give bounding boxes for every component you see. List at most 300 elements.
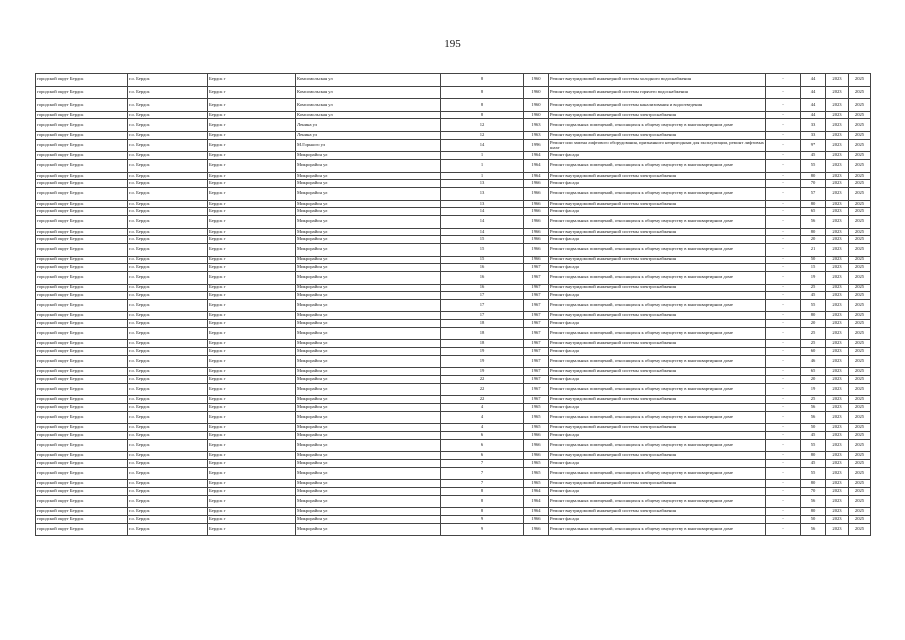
cell-year: 1963 bbox=[524, 132, 549, 140]
cell-year-start: 2023 bbox=[826, 320, 849, 328]
cell-street: Комсомольская ул bbox=[296, 86, 441, 99]
cell-municipality: городской округ Бердск bbox=[36, 200, 128, 208]
cell-street: Микрорайон ул bbox=[296, 432, 441, 440]
table-row bbox=[36, 152, 871, 160]
cell-year-end: 2025 bbox=[849, 348, 871, 356]
cell-year-start: 2023 bbox=[826, 368, 849, 376]
cell-city: Бердск г bbox=[208, 74, 296, 87]
cell-house: 8 bbox=[441, 86, 524, 99]
cell-settlement: г.о. Бердск bbox=[128, 200, 208, 208]
cell-street: Комсомольская ул bbox=[296, 111, 441, 119]
cell-settlement: г.о. Бердск bbox=[128, 320, 208, 328]
cell-city: Бердск г bbox=[208, 368, 296, 376]
cell-municipality: городской округ Бердск bbox=[36, 208, 128, 216]
cell-work-type: Ремонт фасада bbox=[549, 404, 766, 412]
cell-year: 1967 bbox=[524, 264, 549, 272]
cell-settlement: г.о. Бердск bbox=[128, 523, 208, 536]
cell-house: 16 bbox=[441, 284, 524, 292]
table-row bbox=[36, 515, 871, 523]
cell-municipality: городской округ Бердск bbox=[36, 424, 128, 432]
cell-work-type: Ремонт внутридомовой инженерной системы электроснабжения bbox=[549, 256, 766, 264]
cell-city: Бердск г bbox=[208, 284, 296, 292]
cell-work-type: Ремонт фасада bbox=[549, 487, 766, 495]
cell-year: 1967 bbox=[524, 355, 549, 368]
cell-settlement: г.о. Бердск bbox=[128, 312, 208, 320]
cell-year: 1967 bbox=[524, 284, 549, 292]
cell-term: 25 bbox=[801, 340, 826, 348]
cell-year: 1964 bbox=[524, 487, 549, 495]
cell-dash: - bbox=[766, 139, 801, 152]
cell-municipality: городской округ Бердск bbox=[36, 292, 128, 300]
cell-year-end: 2025 bbox=[849, 424, 871, 432]
cell-city: Бердск г bbox=[208, 467, 296, 480]
cell-year-start: 2023 bbox=[826, 460, 849, 468]
cell-municipality: городской округ Бердск bbox=[36, 264, 128, 272]
cell-year-end: 2025 bbox=[849, 208, 871, 216]
cell-year-end: 2025 bbox=[849, 256, 871, 264]
cell-settlement: г.о. Бердск bbox=[128, 228, 208, 236]
cell-year: 1967 bbox=[524, 348, 549, 356]
cell-year-start: 2023 bbox=[826, 180, 849, 188]
cell-year-end: 2025 bbox=[849, 376, 871, 384]
cell-work-type: Ремонт фасада bbox=[549, 348, 766, 356]
cell-work-type: Ремонт внутридомовой инженерной системы электроснабжения bbox=[549, 340, 766, 348]
cell-municipality: городской округ Бердск bbox=[36, 299, 128, 312]
cell-work-type: Ремонт внутридомовой инженерной системы электроснабжения bbox=[549, 508, 766, 516]
cell-year-end: 2025 bbox=[849, 264, 871, 272]
cell-dash: - bbox=[766, 480, 801, 488]
cell-work-type: Ремонт внутридомовой инженерной системы электроснабжения bbox=[549, 312, 766, 320]
cell-city: Бердск г bbox=[208, 523, 296, 536]
cell-year-end: 2025 bbox=[849, 411, 871, 424]
cell-street: Микрорайон ул bbox=[296, 460, 441, 468]
cell-work-type: Ремонт подвальных помещений, относящихся к общему имуществу в многоквартирном доме bbox=[549, 439, 766, 452]
cell-year-end: 2025 bbox=[849, 480, 871, 488]
table-row bbox=[36, 99, 871, 112]
cell-year: 1960 bbox=[524, 99, 549, 112]
cell-settlement: г.о. Бердск bbox=[128, 172, 208, 180]
table-row bbox=[36, 160, 871, 173]
cell-dash: - bbox=[766, 99, 801, 112]
cell-municipality: городской округ Бердск bbox=[36, 256, 128, 264]
cell-work-type: Ремонт внутридомовой инженерной системы электроснабжения bbox=[549, 368, 766, 376]
cell-year-end: 2025 bbox=[849, 236, 871, 244]
cell-municipality: городской округ Бердск bbox=[36, 132, 128, 140]
cell-year-start: 2023 bbox=[826, 188, 849, 201]
cell-dash: - bbox=[766, 200, 801, 208]
cell-street: Ленина ул bbox=[296, 119, 441, 132]
cell-dash: - bbox=[766, 432, 801, 440]
cell-city: Бердск г bbox=[208, 160, 296, 173]
cell-work-type: Ремонт подвальных помещений, относящихся к общему имуществу в многоквартирном доме bbox=[549, 243, 766, 256]
cell-municipality: городской округ Бердск bbox=[36, 111, 128, 119]
cell-year-start: 2023 bbox=[826, 467, 849, 480]
cell-year-start: 2023 bbox=[826, 348, 849, 356]
cell-house: 18 bbox=[441, 340, 524, 348]
cell-house: 16 bbox=[441, 264, 524, 272]
cell-city: Бердск г bbox=[208, 132, 296, 140]
cell-settlement: г.о. Бердск bbox=[128, 355, 208, 368]
cell-term: 15 bbox=[801, 264, 826, 272]
cell-settlement: г.о. Бердск bbox=[128, 368, 208, 376]
cell-term: 56 bbox=[801, 523, 826, 536]
cell-municipality: городской округ Бердск bbox=[36, 348, 128, 356]
cell-year-end: 2025 bbox=[849, 215, 871, 228]
cell-year-start: 2023 bbox=[826, 243, 849, 256]
cell-term: 65 bbox=[801, 368, 826, 376]
cell-city: Бердск г bbox=[208, 439, 296, 452]
table-row bbox=[36, 119, 871, 132]
cell-year-end: 2025 bbox=[849, 320, 871, 328]
cell-house: 8 bbox=[441, 74, 524, 87]
cell-house: 1 bbox=[441, 152, 524, 160]
cell-municipality: городской округ Бердск bbox=[36, 495, 128, 508]
cell-year: 1966 bbox=[524, 215, 549, 228]
cell-work-type: Ремонт внутридомовой инженерной системы электроснабжения bbox=[549, 284, 766, 292]
cell-year-start: 2023 bbox=[826, 495, 849, 508]
cell-settlement: г.о. Бердск bbox=[128, 292, 208, 300]
cell-work-type: Ремонт внутридомовой инженерной системы электроснабжения bbox=[549, 132, 766, 140]
cell-term: 80 bbox=[801, 452, 826, 460]
cell-year-end: 2025 bbox=[849, 312, 871, 320]
cell-term: 50 bbox=[801, 515, 826, 523]
cell-term: 20 bbox=[801, 236, 826, 244]
cell-street: М.Горького ул bbox=[296, 139, 441, 152]
cell-dash: - bbox=[766, 119, 801, 132]
cell-street: Микрорайон ул bbox=[296, 215, 441, 228]
cell-year-end: 2025 bbox=[849, 432, 871, 440]
cell-municipality: городской округ Бердск bbox=[36, 383, 128, 396]
cell-dash: - bbox=[766, 376, 801, 384]
cell-municipality: городской округ Бердск bbox=[36, 243, 128, 256]
cell-house: 16 bbox=[441, 271, 524, 284]
cell-municipality: городской округ Бердск bbox=[36, 467, 128, 480]
cell-street: Микрорайон ул bbox=[296, 523, 441, 536]
cell-year: 1966 bbox=[524, 208, 549, 216]
cell-municipality: городской округ Бердск bbox=[36, 480, 128, 488]
cell-term: 19 bbox=[801, 383, 826, 396]
table-row bbox=[36, 432, 871, 440]
cell-city: Бердск г bbox=[208, 376, 296, 384]
cell-year-end: 2025 bbox=[849, 508, 871, 516]
cell-year: 1966 bbox=[524, 236, 549, 244]
cell-year-end: 2025 bbox=[849, 368, 871, 376]
cell-municipality: городской округ Бердск bbox=[36, 452, 128, 460]
cell-street: Микрорайон ул bbox=[296, 152, 441, 160]
cell-year-start: 2023 bbox=[826, 312, 849, 320]
cell-year: 1967 bbox=[524, 271, 549, 284]
table-row bbox=[36, 396, 871, 404]
cell-year-end: 2025 bbox=[849, 452, 871, 460]
table-row bbox=[36, 340, 871, 348]
page-number: 195 bbox=[444, 38, 461, 50]
cell-year-start: 2023 bbox=[826, 432, 849, 440]
cell-settlement: г.о. Бердск bbox=[128, 99, 208, 112]
cell-city: Бердск г bbox=[208, 348, 296, 356]
table-row bbox=[36, 256, 871, 264]
cell-year-end: 2025 bbox=[849, 200, 871, 208]
cell-year: 1964 bbox=[524, 508, 549, 516]
cell-dash: - bbox=[766, 74, 801, 87]
cell-house: 7 bbox=[441, 480, 524, 488]
cell-house: 15 bbox=[441, 243, 524, 256]
table-row bbox=[36, 404, 871, 412]
cell-street: Микрорайон ул bbox=[296, 284, 441, 292]
cell-year: 1967 bbox=[524, 327, 549, 340]
cell-municipality: городской округ Бердск bbox=[36, 160, 128, 173]
cell-city: Бердск г bbox=[208, 188, 296, 201]
table-row bbox=[36, 208, 871, 216]
cell-term: 80 bbox=[801, 200, 826, 208]
cell-street: Микрорайон ул bbox=[296, 487, 441, 495]
cell-street: Микрорайон ул bbox=[296, 340, 441, 348]
cell-municipality: городской округ Бердск bbox=[36, 139, 128, 152]
cell-house: 17 bbox=[441, 299, 524, 312]
cell-city: Бердск г bbox=[208, 432, 296, 440]
cell-work-type: Ремонт подвальных помещений, относящихся к общему имуществу в многоквартирном доме bbox=[549, 215, 766, 228]
cell-city: Бердск г bbox=[208, 327, 296, 340]
cell-city: Бердск г bbox=[208, 460, 296, 468]
cell-municipality: городской округ Бердск bbox=[36, 523, 128, 536]
cell-street: Микрорайон ул bbox=[296, 467, 441, 480]
cell-municipality: городской округ Бердск bbox=[36, 396, 128, 404]
cell-dash: - bbox=[766, 188, 801, 201]
cell-year: 1966 bbox=[524, 180, 549, 188]
table-row bbox=[36, 460, 871, 468]
cell-city: Бердск г bbox=[208, 172, 296, 180]
cell-dash: - bbox=[766, 495, 801, 508]
cell-work-type: Ремонт фасада bbox=[549, 152, 766, 160]
cell-city: Бердск г bbox=[208, 299, 296, 312]
table-row bbox=[36, 215, 871, 228]
cell-year: 1965 bbox=[524, 404, 549, 412]
cell-term: 9* bbox=[801, 139, 826, 152]
cell-settlement: г.о. Бердск bbox=[128, 256, 208, 264]
cell-house: 9 bbox=[441, 515, 524, 523]
cell-work-type: Ремонт внутридомовой инженерной системы канализования и водоотведения bbox=[549, 99, 766, 112]
cell-year: 1960 bbox=[524, 74, 549, 87]
table-row bbox=[36, 383, 871, 396]
cell-work-type: Ремонт внутридомовой инженерной системы электроснабжения bbox=[549, 172, 766, 180]
cell-work-type: Ремонт подвальных помещений, относящихся к общему имуществу в многоквартирном доме bbox=[549, 160, 766, 173]
cell-term: 55 bbox=[801, 299, 826, 312]
cell-term: 50 bbox=[801, 424, 826, 432]
table-row bbox=[36, 424, 871, 432]
cell-municipality: городской округ Бердск bbox=[36, 99, 128, 112]
table-row bbox=[36, 467, 871, 480]
cell-year-end: 2025 bbox=[849, 396, 871, 404]
cell-city: Бердск г bbox=[208, 411, 296, 424]
cell-year: 1960 bbox=[524, 111, 549, 119]
cell-municipality: городской округ Бердск bbox=[36, 188, 128, 201]
cell-municipality: городской округ Бердск bbox=[36, 508, 128, 516]
cell-work-type: Ремонт фасада bbox=[549, 292, 766, 300]
table-row bbox=[36, 327, 871, 340]
cell-year-end: 2025 bbox=[849, 292, 871, 300]
cell-settlement: г.о. Бердск bbox=[128, 264, 208, 272]
cell-settlement: г.о. Бердск bbox=[128, 152, 208, 160]
cell-term: 70 bbox=[801, 487, 826, 495]
cell-settlement: г.о. Бердск bbox=[128, 132, 208, 140]
cell-year-end: 2025 bbox=[849, 139, 871, 152]
cell-street: Микрорайон ул bbox=[296, 368, 441, 376]
cell-street: Микрорайон ул bbox=[296, 200, 441, 208]
cell-year: 1967 bbox=[524, 383, 549, 396]
cell-house: 19 bbox=[441, 348, 524, 356]
cell-year-end: 2025 bbox=[849, 467, 871, 480]
cell-term: 55 bbox=[801, 160, 826, 173]
cell-work-type: Ремонт фасада bbox=[549, 208, 766, 216]
cell-year: 1964 bbox=[524, 160, 549, 173]
cell-work-type: Ремонт подвальных помещений, относящихся к общему имуществу в многоквартирном доме bbox=[549, 495, 766, 508]
cell-city: Бердск г bbox=[208, 139, 296, 152]
cell-house: 17 bbox=[441, 292, 524, 300]
cell-year: 1966 bbox=[524, 200, 549, 208]
cell-year: 1966 bbox=[524, 432, 549, 440]
cell-term: 70 bbox=[801, 180, 826, 188]
cell-settlement: г.о. Бердск bbox=[128, 411, 208, 424]
cell-year-start: 2023 bbox=[826, 139, 849, 152]
cell-street: Микрорайон ул bbox=[296, 480, 441, 488]
cell-year-start: 2023 bbox=[826, 264, 849, 272]
cell-house: 14 bbox=[441, 139, 524, 152]
cell-year: 1967 bbox=[524, 376, 549, 384]
cell-year-start: 2023 bbox=[826, 487, 849, 495]
cell-term: 44 bbox=[801, 86, 826, 99]
cell-work-type: Ремонт внутридомовой инженерной системы электроснабжения bbox=[549, 200, 766, 208]
cell-house: 13 bbox=[441, 180, 524, 188]
cell-municipality: городской округ Бердск bbox=[36, 404, 128, 412]
cell-street: Микрорайон ул bbox=[296, 376, 441, 384]
cell-dash: - bbox=[766, 86, 801, 99]
cell-year-start: 2023 bbox=[826, 523, 849, 536]
cell-street: Микрорайон ул bbox=[296, 236, 441, 244]
cell-year-start: 2023 bbox=[826, 236, 849, 244]
cell-term: 56 bbox=[801, 215, 826, 228]
cell-year-start: 2023 bbox=[826, 396, 849, 404]
cell-house: 14 bbox=[441, 208, 524, 216]
cell-street: Микрорайон ул bbox=[296, 160, 441, 173]
cell-street: Микрорайон ул bbox=[296, 243, 441, 256]
table-body bbox=[36, 74, 871, 536]
cell-city: Бердск г bbox=[208, 86, 296, 99]
table-row bbox=[36, 312, 871, 320]
cell-house: 22 bbox=[441, 383, 524, 396]
cell-year-start: 2023 bbox=[826, 215, 849, 228]
cell-work-type: Ремонт или замена лифтового оборудования, признанного непригодным для эксплуатации, ремонт лифтовых шахт bbox=[549, 139, 766, 152]
cell-year-end: 2025 bbox=[849, 243, 871, 256]
cell-settlement: г.о. Бердск bbox=[128, 467, 208, 480]
cell-dash: - bbox=[766, 152, 801, 160]
cell-city: Бердск г bbox=[208, 180, 296, 188]
cell-city: Бердск г bbox=[208, 208, 296, 216]
cell-municipality: городской округ Бердск bbox=[36, 284, 128, 292]
cell-city: Бердск г bbox=[208, 396, 296, 404]
cell-house: 22 bbox=[441, 376, 524, 384]
table-row bbox=[36, 228, 871, 236]
cell-term: 25 bbox=[801, 327, 826, 340]
table-row bbox=[36, 368, 871, 376]
cell-dash: - bbox=[766, 312, 801, 320]
cell-house: 14 bbox=[441, 215, 524, 228]
cell-municipality: городской округ Бердск bbox=[36, 487, 128, 495]
cell-dash: - bbox=[766, 355, 801, 368]
table-row bbox=[36, 200, 871, 208]
cell-settlement: г.о. Бердск bbox=[128, 452, 208, 460]
cell-year: 1965 bbox=[524, 467, 549, 480]
cell-street: Микрорайон ул bbox=[296, 396, 441, 404]
cell-term: 44 bbox=[801, 111, 826, 119]
cell-year-end: 2025 bbox=[849, 152, 871, 160]
cell-work-type: Ремонт фасада bbox=[549, 460, 766, 468]
cell-house: 1 bbox=[441, 160, 524, 173]
table-row bbox=[36, 376, 871, 384]
cell-settlement: г.о. Бердск bbox=[128, 348, 208, 356]
table-row bbox=[36, 292, 871, 300]
cell-street: Микрорайон ул bbox=[296, 327, 441, 340]
cell-street: Микрорайон ул bbox=[296, 515, 441, 523]
cell-house: 19 bbox=[441, 355, 524, 368]
cell-year: 1966 bbox=[524, 515, 549, 523]
cell-year-start: 2023 bbox=[826, 208, 849, 216]
cell-year: 1964 bbox=[524, 172, 549, 180]
cell-work-type: Ремонт подвальных помещений, относящихся к общему имуществу в многоквартирном доме bbox=[549, 271, 766, 284]
cell-municipality: городской округ Бердск bbox=[36, 236, 128, 244]
cell-term: 65 bbox=[801, 208, 826, 216]
cell-settlement: г.о. Бердск bbox=[128, 160, 208, 173]
cell-settlement: г.о. Бердск bbox=[128, 119, 208, 132]
cell-dash: - bbox=[766, 172, 801, 180]
cell-year-end: 2025 bbox=[849, 439, 871, 452]
cell-year-end: 2025 bbox=[849, 86, 871, 99]
cell-street: Микрорайон ул bbox=[296, 383, 441, 396]
cell-year-end: 2025 bbox=[849, 180, 871, 188]
cell-work-type: Ремонт внутридомовой инженерной системы электроснабжения bbox=[549, 452, 766, 460]
cell-municipality: городской округ Бердск bbox=[36, 271, 128, 284]
cell-house: 12 bbox=[441, 119, 524, 132]
table-row bbox=[36, 480, 871, 488]
cell-municipality: городской округ Бердск bbox=[36, 172, 128, 180]
cell-municipality: городской округ Бердск bbox=[36, 340, 128, 348]
cell-house: 8 bbox=[441, 487, 524, 495]
cell-year: 1965 bbox=[524, 460, 549, 468]
table-row bbox=[36, 348, 871, 356]
cell-city: Бердск г bbox=[208, 215, 296, 228]
cell-year-start: 2023 bbox=[826, 439, 849, 452]
cell-dash: - bbox=[766, 340, 801, 348]
cell-settlement: г.о. Бердск bbox=[128, 86, 208, 99]
cell-settlement: г.о. Бердск bbox=[128, 180, 208, 188]
cell-house: 9 bbox=[441, 523, 524, 536]
cell-dash: - bbox=[766, 411, 801, 424]
cell-city: Бердск г bbox=[208, 243, 296, 256]
cell-year: 1965 bbox=[524, 411, 549, 424]
cell-year-start: 2023 bbox=[826, 160, 849, 173]
cell-dash: - bbox=[766, 132, 801, 140]
cell-year: 1966 bbox=[524, 452, 549, 460]
cell-year-end: 2025 bbox=[849, 172, 871, 180]
cell-year: 1967 bbox=[524, 320, 549, 328]
cell-settlement: г.о. Бердск bbox=[128, 432, 208, 440]
cell-year: 1964 bbox=[524, 495, 549, 508]
cell-work-type: Ремонт подвальных помещений, относящихся к общему имуществу в многоквартирном доме bbox=[549, 355, 766, 368]
cell-year: 1966 bbox=[524, 228, 549, 236]
cell-year-start: 2023 bbox=[826, 256, 849, 264]
cell-year-start: 2023 bbox=[826, 152, 849, 160]
table-row bbox=[36, 271, 871, 284]
cell-dash: - bbox=[766, 348, 801, 356]
cell-work-type: Ремонт фасада bbox=[549, 376, 766, 384]
